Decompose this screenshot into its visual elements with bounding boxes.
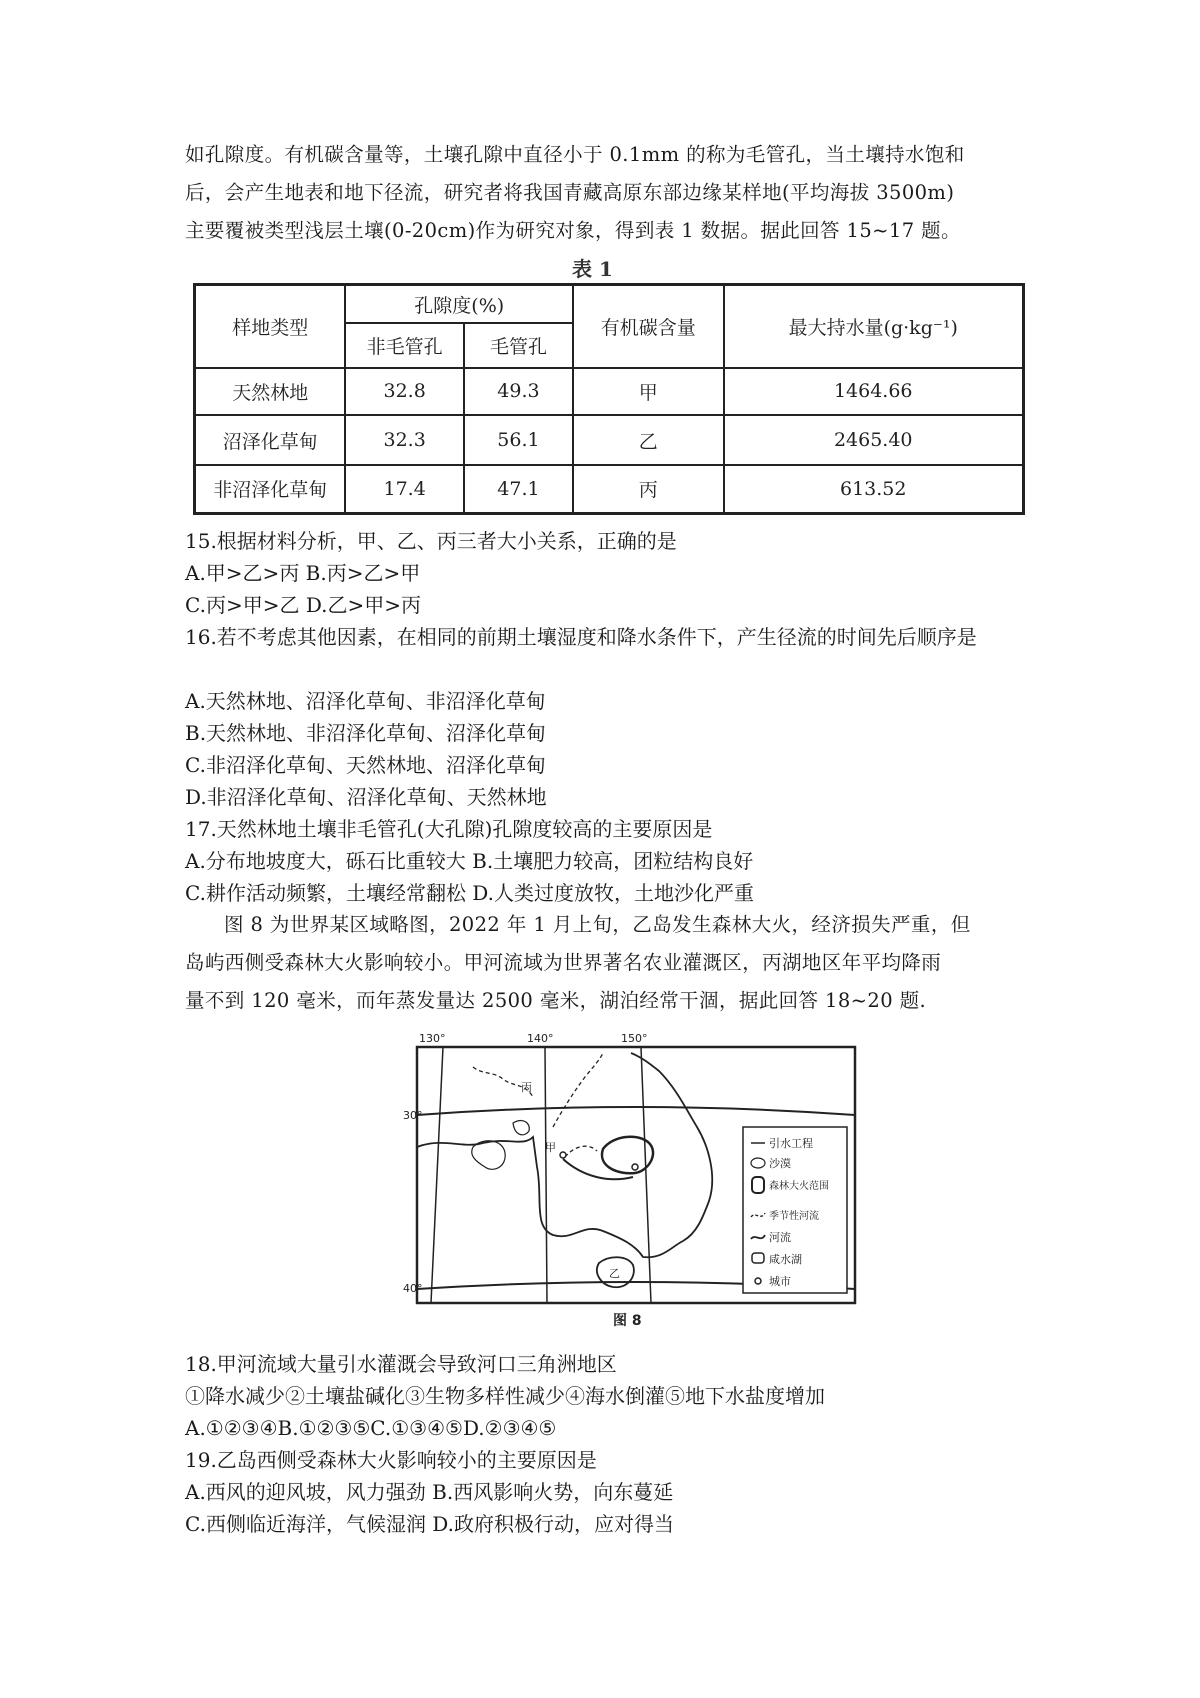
cell-site: 沼泽化草甸: [195, 415, 346, 465]
svg-text:河流: 河流: [769, 1231, 791, 1244]
intro2-line-2: 岛屿西侧受森林大火影响较小。甲河流域为世界著名农业灌溉区，丙湖地区年平均降雨: [185, 951, 942, 974]
lon-130-line: [431, 1047, 443, 1303]
cell-cap: 47.1: [464, 465, 573, 514]
q18-stem: 18.甲河流域大量引水灌溉会导致河口三角洲地区: [185, 1352, 617, 1376]
seasonal-river: [553, 1053, 603, 1127]
header-max-water: 最大持水量(g·kg⁻¹): [724, 285, 1024, 368]
cell-carbon: 甲: [573, 368, 723, 416]
table-row: [195, 415, 1024, 465]
cell-water: 613.52: [724, 465, 1024, 514]
cell-site: 天然林地: [195, 368, 346, 416]
q19-stem: 19.乙岛西侧受森林大火影响较小的主要原因是: [185, 1448, 597, 1472]
cell-carbon: 丙: [573, 465, 723, 514]
q16-option-c: C.非沼泽化草甸、天然林地、沼泽化草甸: [185, 753, 546, 777]
table-caption: 表 1: [572, 257, 613, 281]
lon-140-line: [545, 1047, 547, 1303]
header-organic-carbon: 有机碳含量: [573, 285, 723, 368]
cell-carbon: 乙: [573, 415, 723, 465]
q17-options-cd: C.耕作活动频繁，土壤经常翻松 D.人类过度放牧，土地沙化严重: [185, 881, 754, 905]
svg-text:城市: 城市: [769, 1275, 791, 1288]
lat-label-30: 30°: [403, 1109, 423, 1122]
lat-label-40: 40°: [403, 1282, 423, 1295]
intro2-line-3: 量不到 120 毫米，而年蒸发量达 2500 毫米，湖泊经常干涸，据此回答 18~20 题.: [185, 989, 927, 1012]
place-label-jia: 甲: [545, 1141, 556, 1154]
lon-label-140: 140°: [527, 1032, 554, 1045]
q15-options-cd: C.丙>甲>乙 D.乙>甲>丙: [185, 593, 422, 617]
lon-150-line: [641, 1047, 651, 1303]
q16-option-a: A.天然林地、沼泽化草甸、非沼泽化草甸: [185, 689, 546, 713]
cell-noncap: 32.8: [345, 368, 463, 416]
header-capillary: 毛管孔: [464, 323, 573, 368]
map-caption: 图 8: [613, 1313, 642, 1329]
city-icon: [560, 1152, 566, 1158]
soil-data-table: [193, 283, 1025, 515]
city-icon: [632, 1164, 638, 1170]
seasonal-river: [565, 1146, 597, 1157]
cell-water: 1464.66: [724, 368, 1024, 416]
lon-label-130: 130°: [419, 1032, 446, 1045]
svg-text:森林大火范围: 森林大火范围: [769, 1181, 829, 1192]
q19-options-ab: A.西风的迎风坡，风力强劲 B.西风影响火势，向东蔓延: [185, 1480, 674, 1504]
q17-stem: 17.天然林地土壤非毛管孔(大孔隙)孔隙度较高的主要原因是: [185, 817, 713, 841]
city-legend-icon: [755, 1278, 761, 1284]
svg-text:沙漠: 沙漠: [769, 1157, 791, 1170]
intro-line-1: 如孔隙度。有机碳含量等，土壤孔隙中直径小于 0.1mm 的称为毛管孔，当土壤持水饱和: [185, 143, 965, 166]
cell-cap: 49.3: [464, 368, 573, 416]
table-row: [195, 368, 1024, 416]
q17-options-ab: A.分布地坡度大，砾石比重较大 B.土壤肥力较高，团粒结构良好: [185, 849, 754, 873]
region-map-figure: [403, 1027, 859, 1332]
q19-options-cd: C.西侧临近海洋，气候湿润 D.政府积极行动，应对得当: [185, 1512, 674, 1536]
q15-options-ab: A.甲>乙>丙 B.丙>乙>甲: [185, 561, 421, 585]
cell-noncap: 17.4: [345, 465, 463, 514]
intro-line-2: 后，会产生地表和地下径流，研究者将我国青藏高原东部边缘某样地(平均海拔 3500m): [185, 181, 955, 204]
cell-cap: 56.1: [464, 415, 573, 465]
q18-options: A.①②③④B.①②③⑤C.①③④⑤D.②③④⑤: [185, 1416, 557, 1440]
salt-lake-icon: [513, 1121, 529, 1135]
lon-label-150: 150°: [621, 1032, 648, 1045]
table-row: [195, 465, 1024, 514]
q16-option-d: D.非沼泽化草甸、沼泽化草甸、天然林地: [185, 785, 547, 809]
q16-option-b: B.天然林地、非沼泽化草甸、沼泽化草甸: [185, 721, 547, 745]
header-site-type: 样地类型: [195, 285, 346, 368]
header-porosity: 孔隙度(%): [345, 285, 573, 324]
svg-text:引水工程: 引水工程: [769, 1137, 813, 1150]
cell-site: 非沼泽化草甸: [195, 465, 346, 514]
q15-stem: 15.根据材料分析，甲、乙、丙三者大小关系，正确的是: [185, 529, 677, 553]
intro-line-3: 主要覆被类型浅层土壤(0-20cm)作为研究对象，得到表 1 数据。据此回答 15~17 题。: [185, 219, 961, 242]
header-noncapillary: 非毛管孔: [345, 323, 463, 368]
river-line: [563, 1159, 633, 1179]
svg-text:季节性河流: 季节性河流: [769, 1211, 819, 1222]
intro2-line-1: 图 8 为世界某区域略图，2022 年 1 月上旬，乙岛发生森林大火，经济损失严重，但: [224, 913, 971, 936]
lat-30-line: [417, 1107, 855, 1115]
q16-stem: 16.若不考虑其他因素，在相同的前期土壤湿度和降水条件下，产生径流的时间先后顺序是: [185, 625, 977, 649]
place-label-bing: 丙: [521, 1081, 532, 1094]
svg-text:咸水湖: 咸水湖: [769, 1253, 802, 1266]
cell-water: 2465.40: [724, 415, 1024, 465]
q18-items: ①降水减少②土壤盐碱化③生物多样性减少④海水倒灌⑤地下水盐度增加: [185, 1384, 825, 1408]
map-legend: [743, 1127, 847, 1293]
cell-noncap: 32.3: [345, 415, 463, 465]
place-label-yi: 乙: [609, 1267, 620, 1280]
